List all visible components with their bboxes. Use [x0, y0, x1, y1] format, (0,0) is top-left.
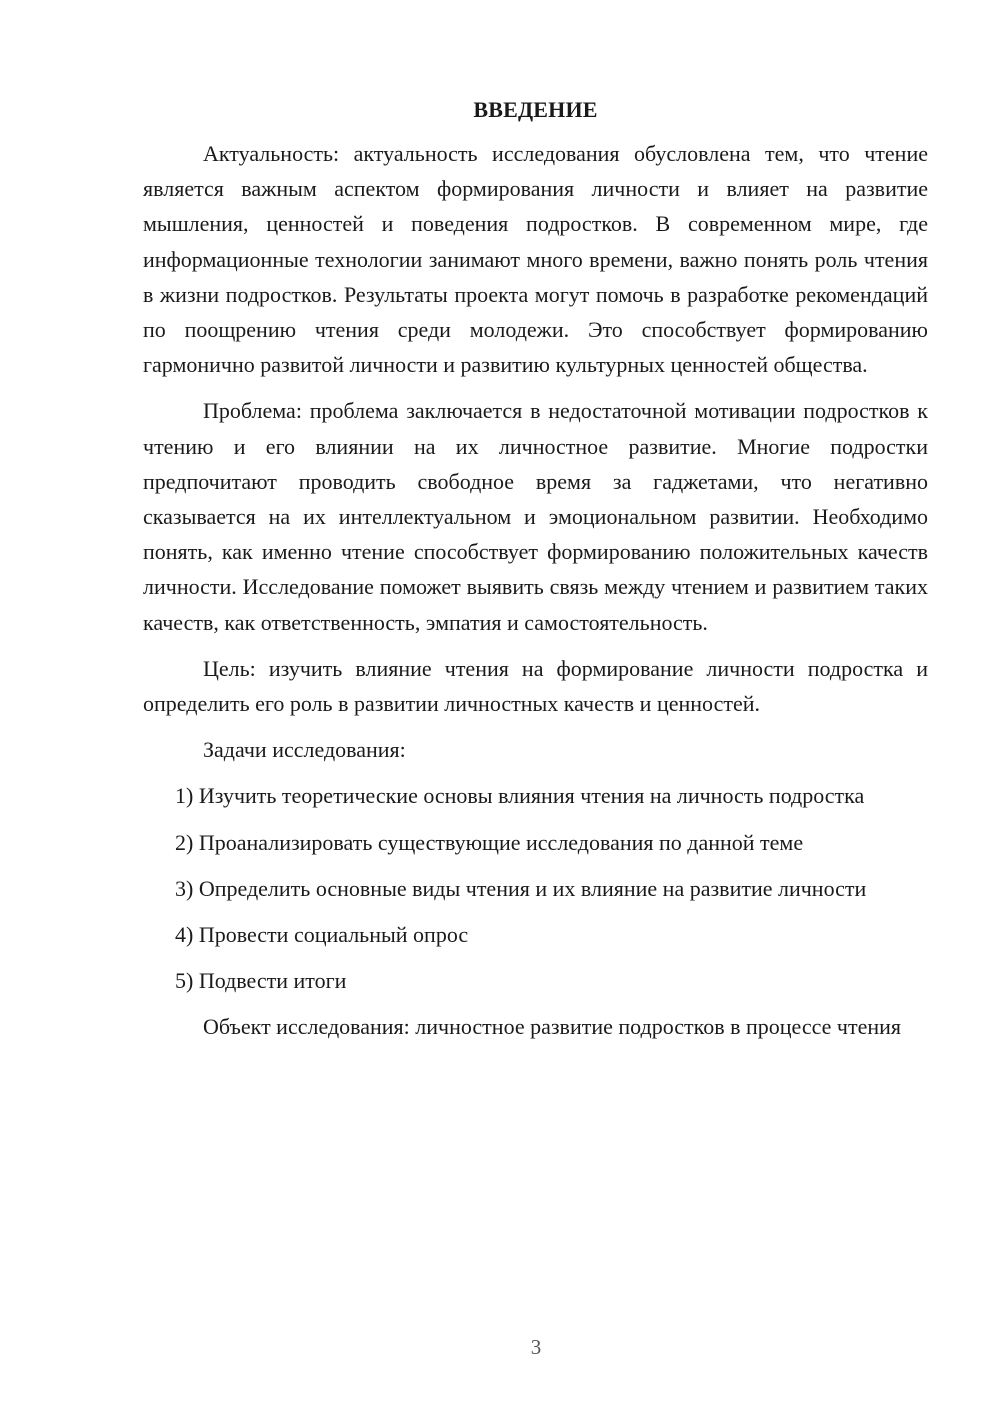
page-content: [143, 95, 928, 1056]
paragraph-relevance: Актуальность: актуальность исследования обусловлена тем, что чтение является важным аспектом формирования личности и влияет на развитие мышления, ценностей и поведения подростков. В современном мире, где информационные технологии занимают много времени, важно понять роль чтения в жизни подростков. Результаты проекта могут помочь в разработке рекомендаций по поощрению чтения среди молодежи. Это способствует формированию гармонично развитой личности и развитию культурных ценностей общества.: [143, 141, 928, 378]
list-item: 2) Проанализировать существующие исследования по данной теме: [175, 829, 804, 855]
section-title: ВВЕДЕНИЕ: [473, 97, 598, 122]
paragraph-object: Объект исследования: личностное развитие подростков в процессе чтения: [203, 1014, 902, 1040]
list-item: 5) Подвести итоги: [175, 968, 347, 994]
list-item: 3) Определить основные виды чтения и их влияние на развитие личности: [175, 875, 867, 901]
page-number: 3: [530, 1335, 542, 1359]
list-item: 1) Изучить теоретические основы влияния чтения на личность подростка: [175, 783, 865, 809]
paragraph-goal: Цель: изучить влияние чтения на формирование личности подростка и определить его роль в развитии личностных качеств и ценностей.: [143, 655, 928, 717]
tasks-heading: Задачи исследования:: [203, 737, 406, 763]
list-item: 4) Провести социальный опрос: [175, 922, 469, 948]
tasks-list: [143, 778, 928, 998]
paragraph-problem: Проблема: проблема заключается в недостаточной мотивации подростков к чтению и его влиянии на их личностное развитие. Многие подростки предпочитают проводить свободное время за гаджетами, что негативно сказывается на их интеллектуальном и эмоциональном развитии. Необходимо понять, как именно чтение способствует формированию положительных качеств личности. Исследование поможет выявить связь между чтением и развитием таких качеств, как ответственность, эмпатия и самостоятельность.: [143, 398, 928, 635]
